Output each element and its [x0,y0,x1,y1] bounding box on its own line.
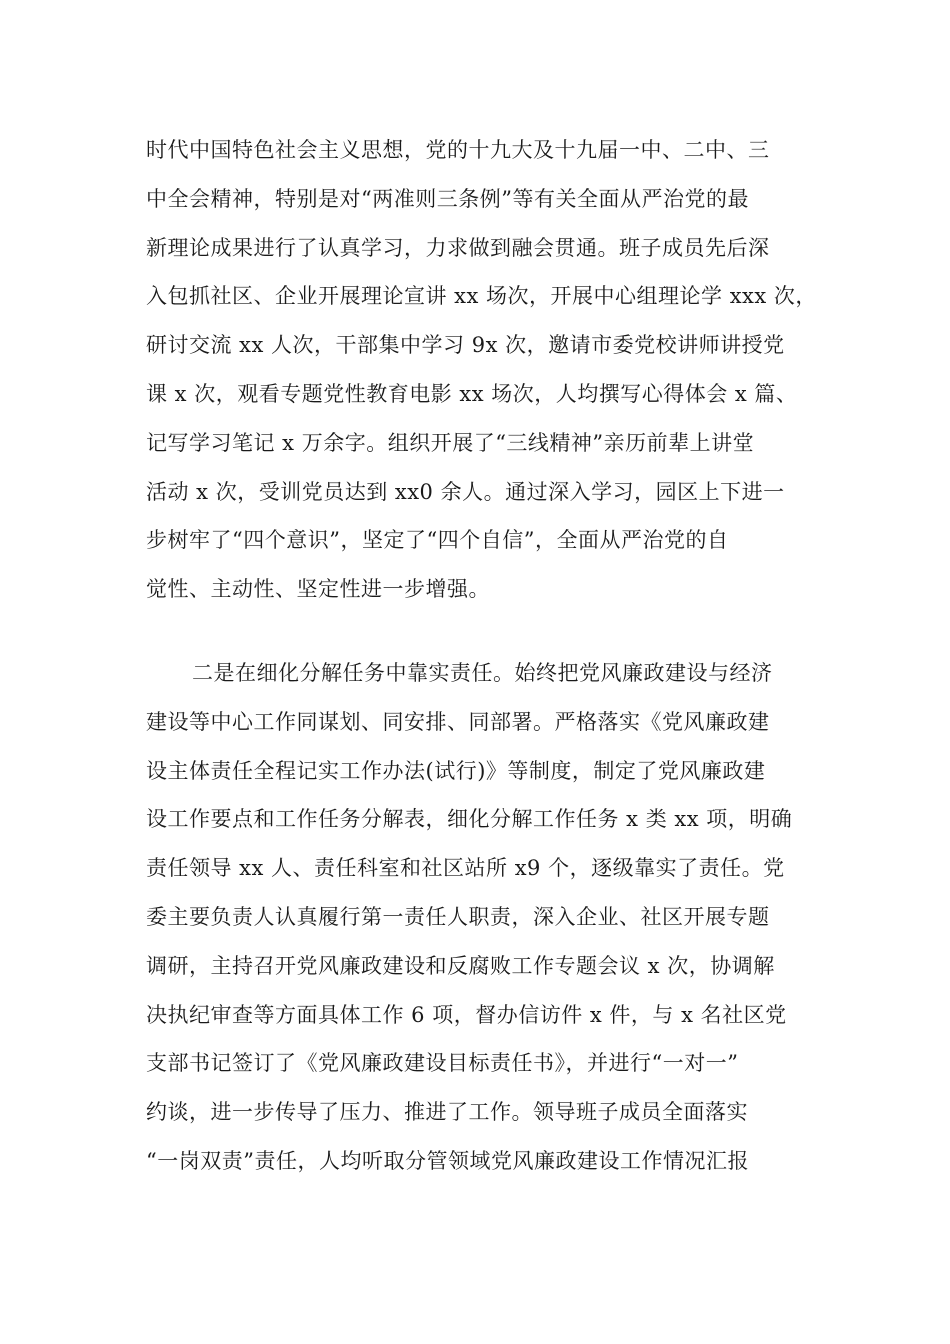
paragraph-line: 责任领导 xx 人、责任科室和社区站所 x9 个，逐级靠实了责任。党 [146,856,785,881]
paragraph-line: 新理论成果进行了认真学习，力求做到融会贯通。班子成员先后深 [146,235,770,260]
paragraph-line: 委主要负责人认真履行第一责任人职责，深入企业、社区开展专题 [146,904,770,929]
paragraph-line: 决执纪审查等方面具体工作 6 项，督办信访件 x 件，与 x 名社区党 [146,1002,787,1027]
paragraph-line: 建设等中心工作同谋划、同安排、同部署。严格落实《党风廉政建 [146,709,770,734]
paragraph-line: 约谈，进一步传导了压力、推进了工作。领导班子成员全面落实 [146,1100,748,1125]
paragraph-line: 设主体责任全程记实工作办法(试行)》等制度，制定了党风廉政建 [146,758,766,783]
paragraph-line: 记写学习笔记 x 万余字。组织开展了“三线精神”亲历前辈上讲堂 [146,430,755,455]
paragraph-line: “一岗双责”责任，人均听取分管领域党风廉政建设工作情况汇报 [146,1148,749,1173]
paragraph-line: 研讨交流 xx 人次，干部集中学习 9x 次，邀请市委党校讲师讲授党 [146,333,785,358]
paragraph-line: 入包抓社区、企业开展理论宣讲 xx 场次，开展中心组理论学 xxx 次， [146,284,817,309]
paragraph-line: 时代中国特色社会主义思想，党的十九大及十九届一中、二中、三 [146,138,770,162]
paragraph-line: 步树牢了“四个意识”，坚定了“四个自信”，全面从严治党的自 [146,528,729,553]
paragraph-line: 课 x 次，观看专题党性教育电影 xx 场次，人均撰写心得体会 x 篇、 [146,381,798,406]
paragraph-line: 觉性、主动性、坚定性进一步增强。 [146,577,490,602]
paragraph-line: 二是在细化分解任务中靠实责任。始终把党风廉政建设与经济 [192,661,773,685]
paragraph-line: 设工作要点和工作任务分解表，细化分解工作任务 x 类 xx 项，明确 [146,807,793,832]
paragraph-study [146,134,817,622]
paragraph-line: 中全会精神，特别是对“两准则三条例”等有关全面从严治党的最 [146,186,749,211]
paragraph-line: 支部书记签订了《党风廉政建设目标责任书》，并进行“一对一” [146,1051,739,1076]
paragraph-responsibility [146,657,814,1194]
paragraph-line: 活动 x 次，受训党员达到 xx0 余人。通过深入学习，园区上下进一 [146,479,785,504]
paragraph-line: 调研，主持召开党风廉政建设和反腐败工作专题会议 x 次，协调解 [146,953,775,978]
